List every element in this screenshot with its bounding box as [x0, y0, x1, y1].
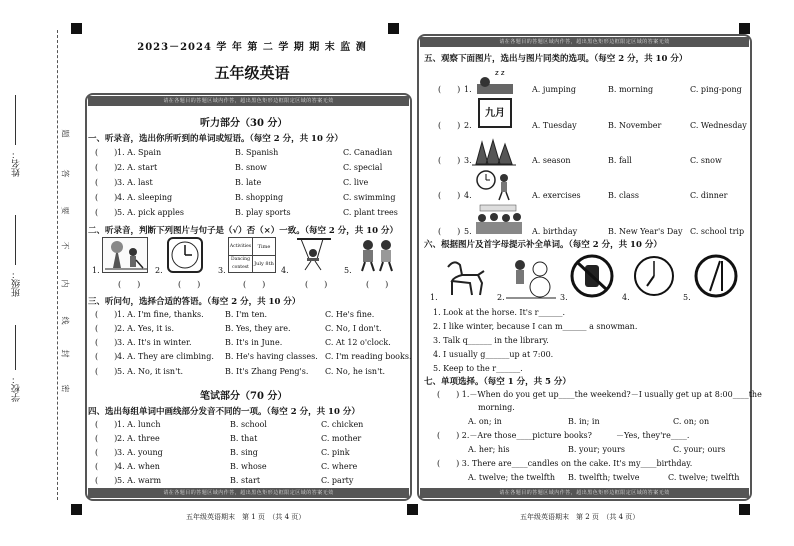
option-b: B. whose [230, 462, 267, 471]
snowman-picture [506, 255, 556, 299]
option-b: B. play sports [235, 208, 291, 217]
option-c: C. swimming [343, 193, 396, 202]
item-number: 1. [464, 85, 472, 94]
option-a: 1. A. Spain [117, 148, 162, 157]
q7-question: ( ) 1.－When do you get up____the weekend?－I usually get up at 8:00____the [437, 390, 762, 399]
answer-blank[interactable]: ( ) [95, 148, 118, 157]
option-c: C. No, he isn't. [325, 367, 386, 376]
answer-blank[interactable]: ( ) [95, 193, 118, 202]
road-sign-picture [692, 253, 740, 299]
listening-title: 听力部分（30 分） [200, 118, 288, 129]
item-number: 3. [464, 156, 472, 165]
option-a: A. jumping [532, 85, 577, 94]
option-b: B. your; yours [568, 445, 625, 454]
seal-char: 密 [60, 384, 70, 393]
option-c: C. school trip [690, 227, 745, 236]
warning-band: 请在各题目的答题区域内作答，超出黑色矩形边框限定区域的答案无效 [88, 96, 409, 106]
pic-number: 5. [683, 293, 691, 302]
option-a: A. exercises [532, 191, 581, 200]
option-a: 4. A. sleeping [117, 193, 173, 202]
option-c: C. party [321, 476, 354, 485]
seal-char: 题 [60, 129, 70, 138]
answer-blank[interactable]: ( ) [95, 462, 118, 471]
answer-blank[interactable]: ( ) [95, 476, 118, 485]
seal-char: 答 [60, 169, 70, 178]
option-a: 5. A. pick apples [117, 208, 184, 217]
answer-blank[interactable]: ( ) [95, 367, 118, 376]
answer-blank[interactable]: ( ) [95, 208, 118, 217]
option-b: B. start [230, 476, 261, 485]
q6-sentence: 1. Look at the horse. It's r______. [433, 308, 565, 317]
answer-blank[interactable]: ( ) [95, 352, 118, 361]
option-a: 3. A. young [117, 448, 163, 457]
option-a: A. Tuesday [532, 121, 577, 130]
option-a: 2. A. Yes, it is. [117, 324, 175, 333]
option-c: C. No, I don't. [325, 324, 382, 333]
registration-mark [739, 23, 750, 34]
option-b: B. sing [230, 448, 258, 457]
horse-picture [440, 253, 488, 299]
children-group-picture [472, 204, 524, 236]
pic-number: 2. [155, 266, 163, 275]
q7-options [468, 416, 748, 428]
option-b: B. It's Zhang Peng's. [225, 367, 309, 376]
clock-seven-picture [630, 253, 678, 299]
calendar-table-picture [228, 237, 276, 273]
option-b: B. shopping [235, 193, 284, 202]
option-b: B. I'm ten. [225, 310, 268, 319]
forest-picture [472, 136, 516, 166]
q7-question: ( ) 3. There are____candles on the cake. It's my____birthday. [437, 459, 693, 468]
option-c: C. Wednesday [690, 121, 747, 130]
warning-band: 请在各题目的答题区域内作答，超出黑色矩形边框限定区域的答案无效 [420, 37, 749, 47]
pic-number: 3. [218, 266, 226, 275]
school-label: 学校： [12, 375, 22, 402]
option-c: C. He's fine. [325, 310, 375, 319]
option-b: B. Yes, they are. [225, 324, 291, 333]
pic-number: 4. [281, 266, 289, 275]
q3-instruction: 三、听问句，选择合适的答语。（每空 2 分，共 10 分） [88, 297, 301, 307]
option-a: 1. A. I'm fine, thanks. [117, 310, 204, 319]
svg-text:z z: z z [495, 69, 505, 77]
answer-blank[interactable]: ( ) [95, 448, 118, 457]
answer-blank[interactable]: ( ) [95, 420, 118, 429]
binding-line [57, 30, 58, 500]
tree-planting-picture [102, 237, 148, 273]
seal-char: 线 [60, 316, 70, 325]
item-number: 2. [464, 121, 472, 130]
warning-band: 请在各题目的答题区域内作答，超出黑色矩形边框限定区域的答案无效 [88, 488, 409, 498]
answer-blank[interactable]: ( ) [438, 156, 461, 165]
exam-title: 2023－2024 学 年 第 二 学 期 期 末 监 测 [137, 42, 367, 53]
registration-mark [71, 504, 82, 515]
answer-blank[interactable]: ( ) [95, 338, 118, 347]
table-cell: Activities [229, 238, 253, 256]
option-b: B. late [235, 178, 262, 187]
option-c: C. mother [321, 434, 362, 443]
option-c: C. snow [690, 156, 722, 165]
registration-mark [407, 504, 418, 515]
option-c: C. dinner [690, 191, 728, 200]
seal-char: 不 [60, 241, 70, 250]
clock-picture [165, 236, 205, 274]
seal-char: 封 [60, 349, 70, 358]
option-c: C. live [343, 178, 369, 187]
answer-blank[interactable]: ( ) [366, 280, 389, 289]
answer-blank[interactable]: ( ) [438, 121, 461, 130]
calendar-month: 九月 [485, 108, 505, 119]
option-b: B. snow [235, 163, 267, 172]
item-number: 5. [464, 227, 472, 236]
q6-instruction: 六、根据图片及首字母提示补全单词。（每空 2 分，共 10 分） [424, 240, 662, 250]
option-a: A. twelve; the twelfth [468, 473, 556, 482]
exam-subtitle: 五年级英语 [214, 64, 290, 82]
q7-instruction: 七、单项选择。（每空 1 分，共 5 分） [424, 377, 571, 387]
school-blank[interactable] [15, 325, 16, 370]
answer-blank[interactable]: ( ) [95, 434, 118, 443]
q6-sentence: 2. I like winter, because I can m______ a snowman. [433, 322, 638, 331]
answer-blank[interactable]: ( ) [95, 310, 118, 319]
option-a: 5. A. warm [117, 476, 162, 485]
q7-question: ( ) 2.－Are those____picture books? －Yes, they're____. [437, 431, 690, 440]
calendar-picture [478, 98, 512, 128]
page-footer: 五年级英语期末 第 2 页 （共 4 页） [520, 513, 640, 521]
option-a: 2. A. start [117, 163, 158, 172]
seal-char: 内 [60, 279, 70, 288]
option-b: B. He's having classes. [225, 352, 318, 361]
option-b: B. that [230, 434, 258, 443]
q7-options [468, 444, 748, 456]
option-b: B. It's in June. [225, 338, 283, 347]
warning-band: 请在各题目的答题区域内作答，超出黑色矩形边框限定区域的答案无效 [420, 488, 749, 498]
option-c: C. chicken [321, 420, 364, 429]
kids-playing-picture [354, 237, 400, 273]
table-cell: Time [253, 238, 275, 256]
option-c: C. where [321, 462, 358, 471]
option-a: 4. A. They are climbing. [117, 352, 214, 361]
option-a: 3. A. last [117, 178, 153, 187]
q6-sentence: 5. Keep to the r______. [433, 364, 523, 373]
option-b: B. class [608, 191, 639, 200]
option-a: 4. A. when [117, 462, 160, 471]
table-cell: Dancing contest [229, 256, 253, 272]
swing-picture [291, 237, 337, 273]
option-a: A. on; in [468, 417, 502, 426]
answer-blank[interactable]: ( ) [438, 85, 461, 94]
name-blank[interactable] [15, 95, 16, 145]
option-b: B. Spanish [235, 148, 279, 157]
option-c: C. At 12 o'clock. [325, 338, 391, 347]
option-a: 1. A. lunch [117, 420, 161, 429]
quiet-sign-picture [568, 253, 616, 299]
answer-blank[interactable]: ( ) [95, 324, 118, 333]
option-b: B. twelfth; twelve [568, 473, 640, 482]
page-footer: 五年级英语期末 第 1 页 （共 4 页） [186, 513, 306, 521]
table-cell: July 8th [254, 261, 274, 267]
option-a: A. her; his [468, 445, 510, 454]
q2-instruction: 二、听录音，判断下列图片与句子是（√）否（×）一致。（每空 2 分，共 10 分） [88, 226, 399, 236]
option-b: B. morning [608, 85, 654, 94]
option-c: C. your; ours [673, 445, 726, 454]
pic-number: 2. [497, 293, 505, 302]
pic-number: 1. [92, 266, 100, 275]
option-a: 3. A. It's in winter. [117, 338, 192, 347]
registration-mark [388, 23, 399, 34]
option-b: B. New Year's Day [608, 227, 683, 236]
answer-blank[interactable]: ( ) [178, 280, 201, 289]
registration-mark [71, 23, 82, 34]
answer-blank[interactable]: ( ) [95, 178, 118, 187]
name-label: 姓名： [12, 150, 22, 177]
answer-blank[interactable]: ( ) [243, 280, 266, 289]
seal-char: 要 [60, 206, 70, 215]
option-a: A. season [532, 156, 571, 165]
clock-exercise-picture [474, 168, 516, 202]
q6-sentence: 4. I usually g______up at 7:00. [433, 350, 554, 359]
answer-blank[interactable]: ( ) [438, 227, 461, 236]
class-blank[interactable] [15, 215, 16, 265]
option-b: B. in; in [568, 417, 600, 426]
q5-instruction: 五、观察下面图片，选出与图片同类的选项。（每空 2 分，共 10 分） [424, 54, 688, 64]
written-title: 笔试部分（70 分） [200, 391, 288, 402]
option-a: 5. A. No, it isn't. [117, 367, 184, 376]
pic-number: 4. [622, 293, 630, 302]
q7-options [468, 472, 748, 484]
class-label: 班级： [12, 270, 22, 297]
option-c: C. ping-pong [690, 85, 742, 94]
option-c: C. twelve; twelfth [668, 473, 740, 482]
pic-number: 3. [560, 293, 568, 302]
option-c: C. I'm reading books. [325, 352, 412, 361]
q7-question-cont: morning. [478, 403, 515, 412]
answer-blank[interactable]: ( ) [95, 163, 118, 172]
option-b: B. fall [608, 156, 632, 165]
sleeping-picture [475, 66, 515, 98]
option-a: 2. A. three [117, 434, 160, 443]
answer-blank[interactable]: ( ) [438, 191, 461, 200]
option-c: C. pink [321, 448, 350, 457]
registration-mark [739, 504, 750, 515]
answer-blank[interactable]: ( ) [118, 280, 141, 289]
option-c: C. Canadian [343, 148, 393, 157]
q6-sentence: 3. Talk q______ in the library. [433, 336, 549, 345]
option-c: C. special [343, 163, 383, 172]
pic-number: 5. [344, 266, 352, 275]
pic-number: 1. [430, 293, 438, 302]
answer-blank[interactable]: ( ) [305, 280, 328, 289]
option-b: B. November [608, 121, 662, 130]
option-c: C. plant trees [343, 208, 398, 217]
option-c: C. on; on [673, 417, 710, 426]
option-b: B. school [230, 420, 267, 429]
q1-instruction: 一、听录音，选出你所听到的单词或短语。（每空 2 分，共 10 分） [88, 134, 343, 144]
q4-instruction: 四、选出每组单词中画线部分发音不同的一项。（每空 2 分，共 10 分） [88, 407, 360, 417]
option-a: A. birthday [532, 227, 578, 236]
item-number: 4. [464, 191, 472, 200]
